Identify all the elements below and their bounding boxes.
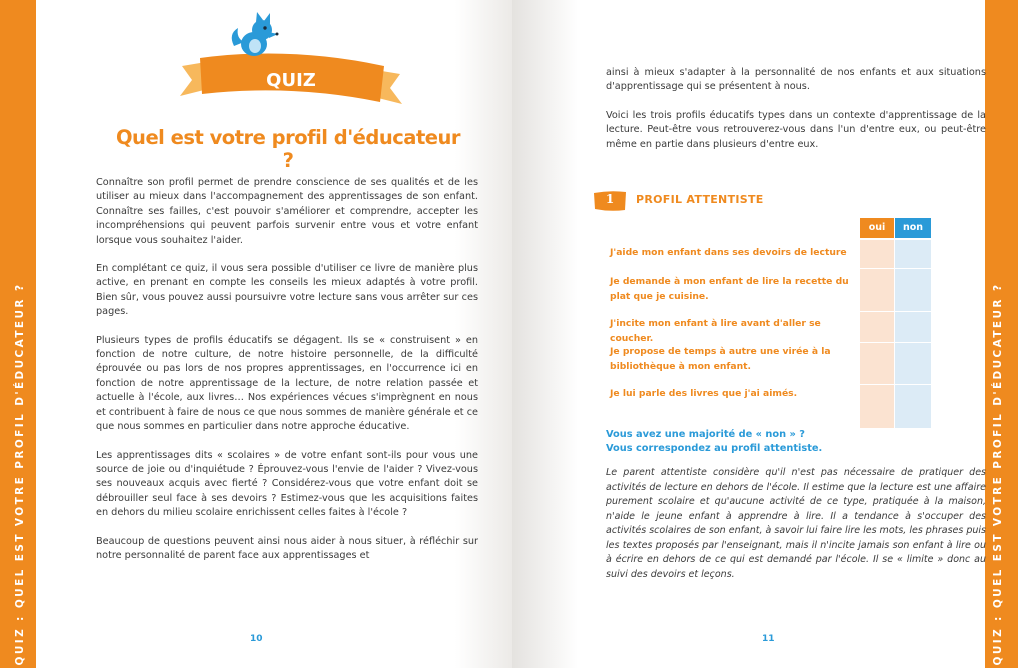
column-non-header: non bbox=[895, 218, 931, 238]
paragraph: Voici les trois profils éducatifs types dans un contexte d'apprentissage de la lecture. Peut-être vous retrouverez-vous dans l'un d'entre eux, ou peut-être même en partie dans plusieurs d'entre eux. bbox=[606, 109, 986, 150]
banner-label: QUIZ bbox=[266, 70, 316, 91]
paragraph: ainsi à mieux s'adapter à la personnalité de nos enfants et aux situations d'apprentissage qui se présentent à nous. bbox=[606, 67, 986, 93]
profile-description: Le parent attentiste considère qu'il n'est pas nécessaire de pratiquer des activités de lecture en dehors de l'école. Il estime que la lecture est une affaire purement scolaire et qu'aucune activité de ce type, pratiquée à la maison, n'aide le jeune enfant à apprendre à lire. Il a tendance à s'occuper des activités scolaires de son enfant, à savoir lui faire lire les mots, les phrases puis les textes proposés par l'enseignant, mais il n'incite jamais son enfant à lire ou à écrire en dehors de ce qui est demandé par l'école. Il se « limite » donc au suivi des devoirs et leçons. bbox=[606, 467, 986, 580]
conclusion bbox=[606, 428, 822, 455]
page-number-right: 11 bbox=[762, 634, 775, 644]
paragraph: Beaucoup de questions peuvent ainsi nous aider à nous situer, à réfléchir sur notre personnalité de parent face aux apprentissages et bbox=[96, 535, 478, 561]
row-divider bbox=[860, 268, 931, 269]
profile-title: PROFIL ATTENTISTE bbox=[636, 193, 764, 206]
question-item: Je lui parle des livres que j'ai aimés. bbox=[610, 388, 798, 399]
side-label-right: QUIZ : QUEL EST VOTRE PROFIL D'ÉDUCATEUR ? bbox=[992, 282, 1004, 666]
profile-number: 1 bbox=[605, 192, 615, 206]
side-label-left: QUIZ : QUEL EST VOTRE PROFIL D'ÉDUCATEUR ? bbox=[14, 282, 26, 666]
right-intro-text bbox=[606, 66, 986, 166]
paragraph: Connaître son profil permet de prendre conscience de ses qualités et de les utiliser au mieux dans l'accompagnement des apprentissages de son enfant. Connaître ses failles, c'est pouvoir s'améliorer et comprendre, accepter les incompréhensions qui peuvent parfois survenir entre vous et votre enfant lorsque vous souhaitez l'aider. bbox=[96, 177, 478, 246]
row-divider bbox=[860, 311, 931, 312]
page-title: Quel est votre profil d'éducateur ? bbox=[115, 126, 461, 172]
question-item: J'aide mon enfant dans ses devoirs de lecture bbox=[610, 247, 847, 258]
fox-icon bbox=[226, 12, 284, 60]
right-page bbox=[512, 0, 985, 668]
paragraph: En complétant ce quiz, il vous sera possible d'utiliser ce livre de manière plus active, en prenant en compte les conseils les mieux adaptés à votre profil. Bien sûr, vous pouvez aussi poursuivre votre lecture sans vous arrêter sur ces pages. bbox=[96, 263, 478, 318]
conclusion-line: Vous correspondez au profil attentiste. bbox=[606, 442, 823, 454]
paragraph: Plusieurs types de profils éducatifs se dégagent. Ils se « construisent » en fonction de notre culture, de notre histoire personnelle, de la difficulté éprouvée ou pas lors de nos propres apprentissages, en l'occurrence ici en fonction de notre apprentissage de la lecture, de notre relation passée et actuelle à l'école, aux livres… Nos expériences vécues s'imprègnent en nous et contribuent à faire de nous ce que nous sommes de manière générale et ce que nous sommes en particulier dans notre approche éducative. bbox=[96, 334, 478, 433]
question-item: Je propose de temps à autre une virée à la bibliothèque à mon enfant. bbox=[610, 346, 831, 372]
left-body-text bbox=[96, 176, 478, 577]
paragraph: Les apprentissages dits « scolaires » de votre enfant sont-ils pour vous une source de joie ou d'inquiétude ? Éprouvez-vous l'envie de l'aider ? Vivez-vous ses nouveaux acquis avec fierté ? Considérez-vous que votre enfant doit se débrouiller seul face à ses devoirs ? Estimez-vous que les acquisitions faites en dehors du milieu scolaire enrichissent celles faites à l'école ? bbox=[96, 449, 478, 519]
page-number-left: 10 bbox=[250, 634, 263, 644]
question-item: J'incite mon enfant à lire avant d'aller se coucher. bbox=[610, 318, 821, 344]
conclusion-line: Vous avez une majorité de « non » ? bbox=[606, 429, 805, 440]
profile-number-badge bbox=[592, 190, 628, 212]
row-divider bbox=[860, 342, 931, 343]
left-page bbox=[36, 0, 512, 668]
quiz-banner bbox=[176, 44, 406, 114]
row-divider bbox=[860, 384, 931, 385]
question-item: Je demande à mon enfant de lire la recette du plat que je cuisine. bbox=[610, 276, 849, 302]
column-oui-header: oui bbox=[860, 218, 894, 238]
